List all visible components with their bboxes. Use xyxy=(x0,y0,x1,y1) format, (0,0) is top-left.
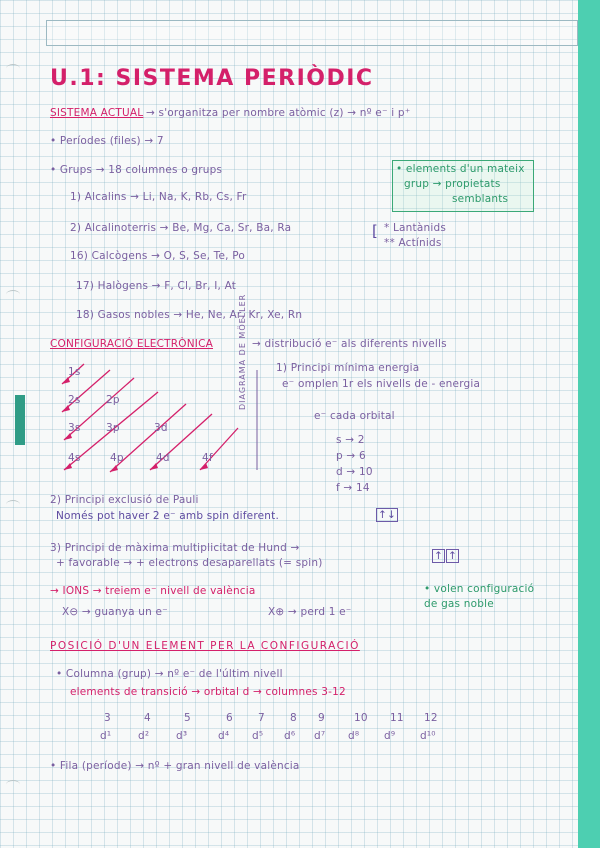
configuracio-heading: CONFIGURACIÓ ELECTRÒNICA xyxy=(50,338,213,350)
configuracio-text: → distribució e⁻ als diferents nivells xyxy=(252,338,447,350)
capacity-f: f → 14 xyxy=(336,482,370,494)
group-note-line: grup → propietats xyxy=(404,178,501,190)
d-orbital: d⁵ xyxy=(252,730,264,742)
sistema-actual-heading: SISTEMA ACTUAL xyxy=(50,107,144,119)
group-note-line: semblants xyxy=(452,193,509,205)
family-alcalins: 1) Alcalins → Li, Na, K, Rb, Cs, Fr xyxy=(70,191,247,203)
posicio-heading: POSICIÓ D'UN ELEMENT PER LA CONFIGURACIÓ xyxy=(50,640,360,652)
column-number: 6 xyxy=(226,712,233,724)
grups-line: • Grups → 18 columnes o grups xyxy=(50,164,223,176)
d-orbital: d⁶ xyxy=(284,730,296,742)
capacity-s: s → 2 xyxy=(336,434,365,446)
orbital-3p: 3p xyxy=(106,422,120,434)
orbital-2p: 2p xyxy=(106,394,120,406)
orbital-4p: 4p xyxy=(110,452,124,464)
orbital-4d: 4d xyxy=(156,452,170,464)
columna-line: • Columna (grup) → nº e⁻ de l'últim nivell xyxy=(56,668,283,680)
diagram-label: DIAGRAMA DE MÖELLER xyxy=(238,293,247,410)
lanthanides-label: * Lantànids xyxy=(384,222,446,234)
d-orbital: d⁴ xyxy=(218,730,230,742)
principle1-line: e⁻ cada orbital xyxy=(314,410,395,422)
sistema-actual-text: → s'organitza per nombre atòmic (z) → nº e⁻ i p⁺ xyxy=(146,107,411,119)
family-halogens: 17) Halògens → F, Cl, Br, I, At xyxy=(76,280,237,292)
bracket-glyph: [ xyxy=(372,222,379,240)
column-number: 7 xyxy=(258,712,265,724)
transicio-line: elements de transició → orbital d → columnes 3-12 xyxy=(70,686,346,698)
anion-line: X⊖ → guanya un e⁻ xyxy=(62,606,168,618)
principle3-title: 3) Principi de màxima multiplicitat de Hund → xyxy=(50,542,300,554)
principle1-title: 1) Principi mínima energia xyxy=(276,362,420,374)
hund-box: ↑ xyxy=(434,550,443,562)
orbital-3s: 3s xyxy=(68,422,81,434)
column-number: 4 xyxy=(144,712,151,724)
family-calcogens: 16) Calcògens → O, S, Se, Te, Po xyxy=(70,250,246,262)
d-orbital: d¹⁰ xyxy=(420,730,436,742)
pauli-spin-box: ↑↓ xyxy=(378,509,396,521)
group-note-line: • elements d'un mateix xyxy=(396,163,525,175)
d-orbital: d¹ xyxy=(100,730,112,742)
actinides-label: ** Actínids xyxy=(384,237,442,249)
orbital-3d: 3d xyxy=(154,422,168,434)
cation-line: X⊕ → perd 1 e⁻ xyxy=(268,606,352,618)
capacity-d: d → 10 xyxy=(336,466,373,478)
family-alcalinoterris: 2) Alcalinoterris → Be, Mg, Ca, Sr, Ba, Ra xyxy=(70,222,292,234)
capacity-p: p → 6 xyxy=(336,450,366,462)
page-title: U.1: SISTEMA PERIÒDIC xyxy=(50,66,374,91)
d-orbital: d⁹ xyxy=(384,730,396,742)
ions-note-line: • volen configuració xyxy=(424,583,535,595)
principle3-text: + favorable → + electrons desaparellats (= spin) xyxy=(56,557,323,569)
orbital-1s: 1s xyxy=(68,366,81,378)
d-orbital: d³ xyxy=(176,730,188,742)
principle1-line: e⁻ omplen 1r els nivells de - energia xyxy=(282,378,481,390)
column-number: 3 xyxy=(104,712,111,724)
principle2-text: Només pot haver 2 e⁻ amb spin diferent. xyxy=(56,510,279,522)
orbital-4f: 4f xyxy=(202,452,213,464)
column-number: 12 xyxy=(424,712,438,724)
column-number: 8 xyxy=(290,712,297,724)
d-orbital: d² xyxy=(138,730,150,742)
fila-line: • Fila (període) → nº + gran nivell de valència xyxy=(50,760,300,772)
ions-line: → IONS → treiem e⁻ nivell de valència xyxy=(50,585,256,597)
column-number: 10 xyxy=(354,712,368,724)
column-number: 11 xyxy=(390,712,404,724)
d-orbital: d⁷ xyxy=(314,730,326,742)
principle2-title: 2) Principi exclusió de Pauli xyxy=(50,494,199,506)
orbital-2s: 2s xyxy=(68,394,81,406)
family-gasos-nobles: 18) Gasos nobles → He, Ne, Ar, Kr, Xe, Rn xyxy=(76,309,303,321)
d-orbital: d⁸ xyxy=(348,730,360,742)
periodes-line: • Períodes (files) → 7 xyxy=(50,135,164,147)
column-number: 9 xyxy=(318,712,325,724)
orbital-4s: 4s xyxy=(68,452,81,464)
ions-note-line: de gas noble xyxy=(424,598,494,610)
column-number: 5 xyxy=(184,712,191,724)
hund-box: ↑ xyxy=(448,550,457,562)
